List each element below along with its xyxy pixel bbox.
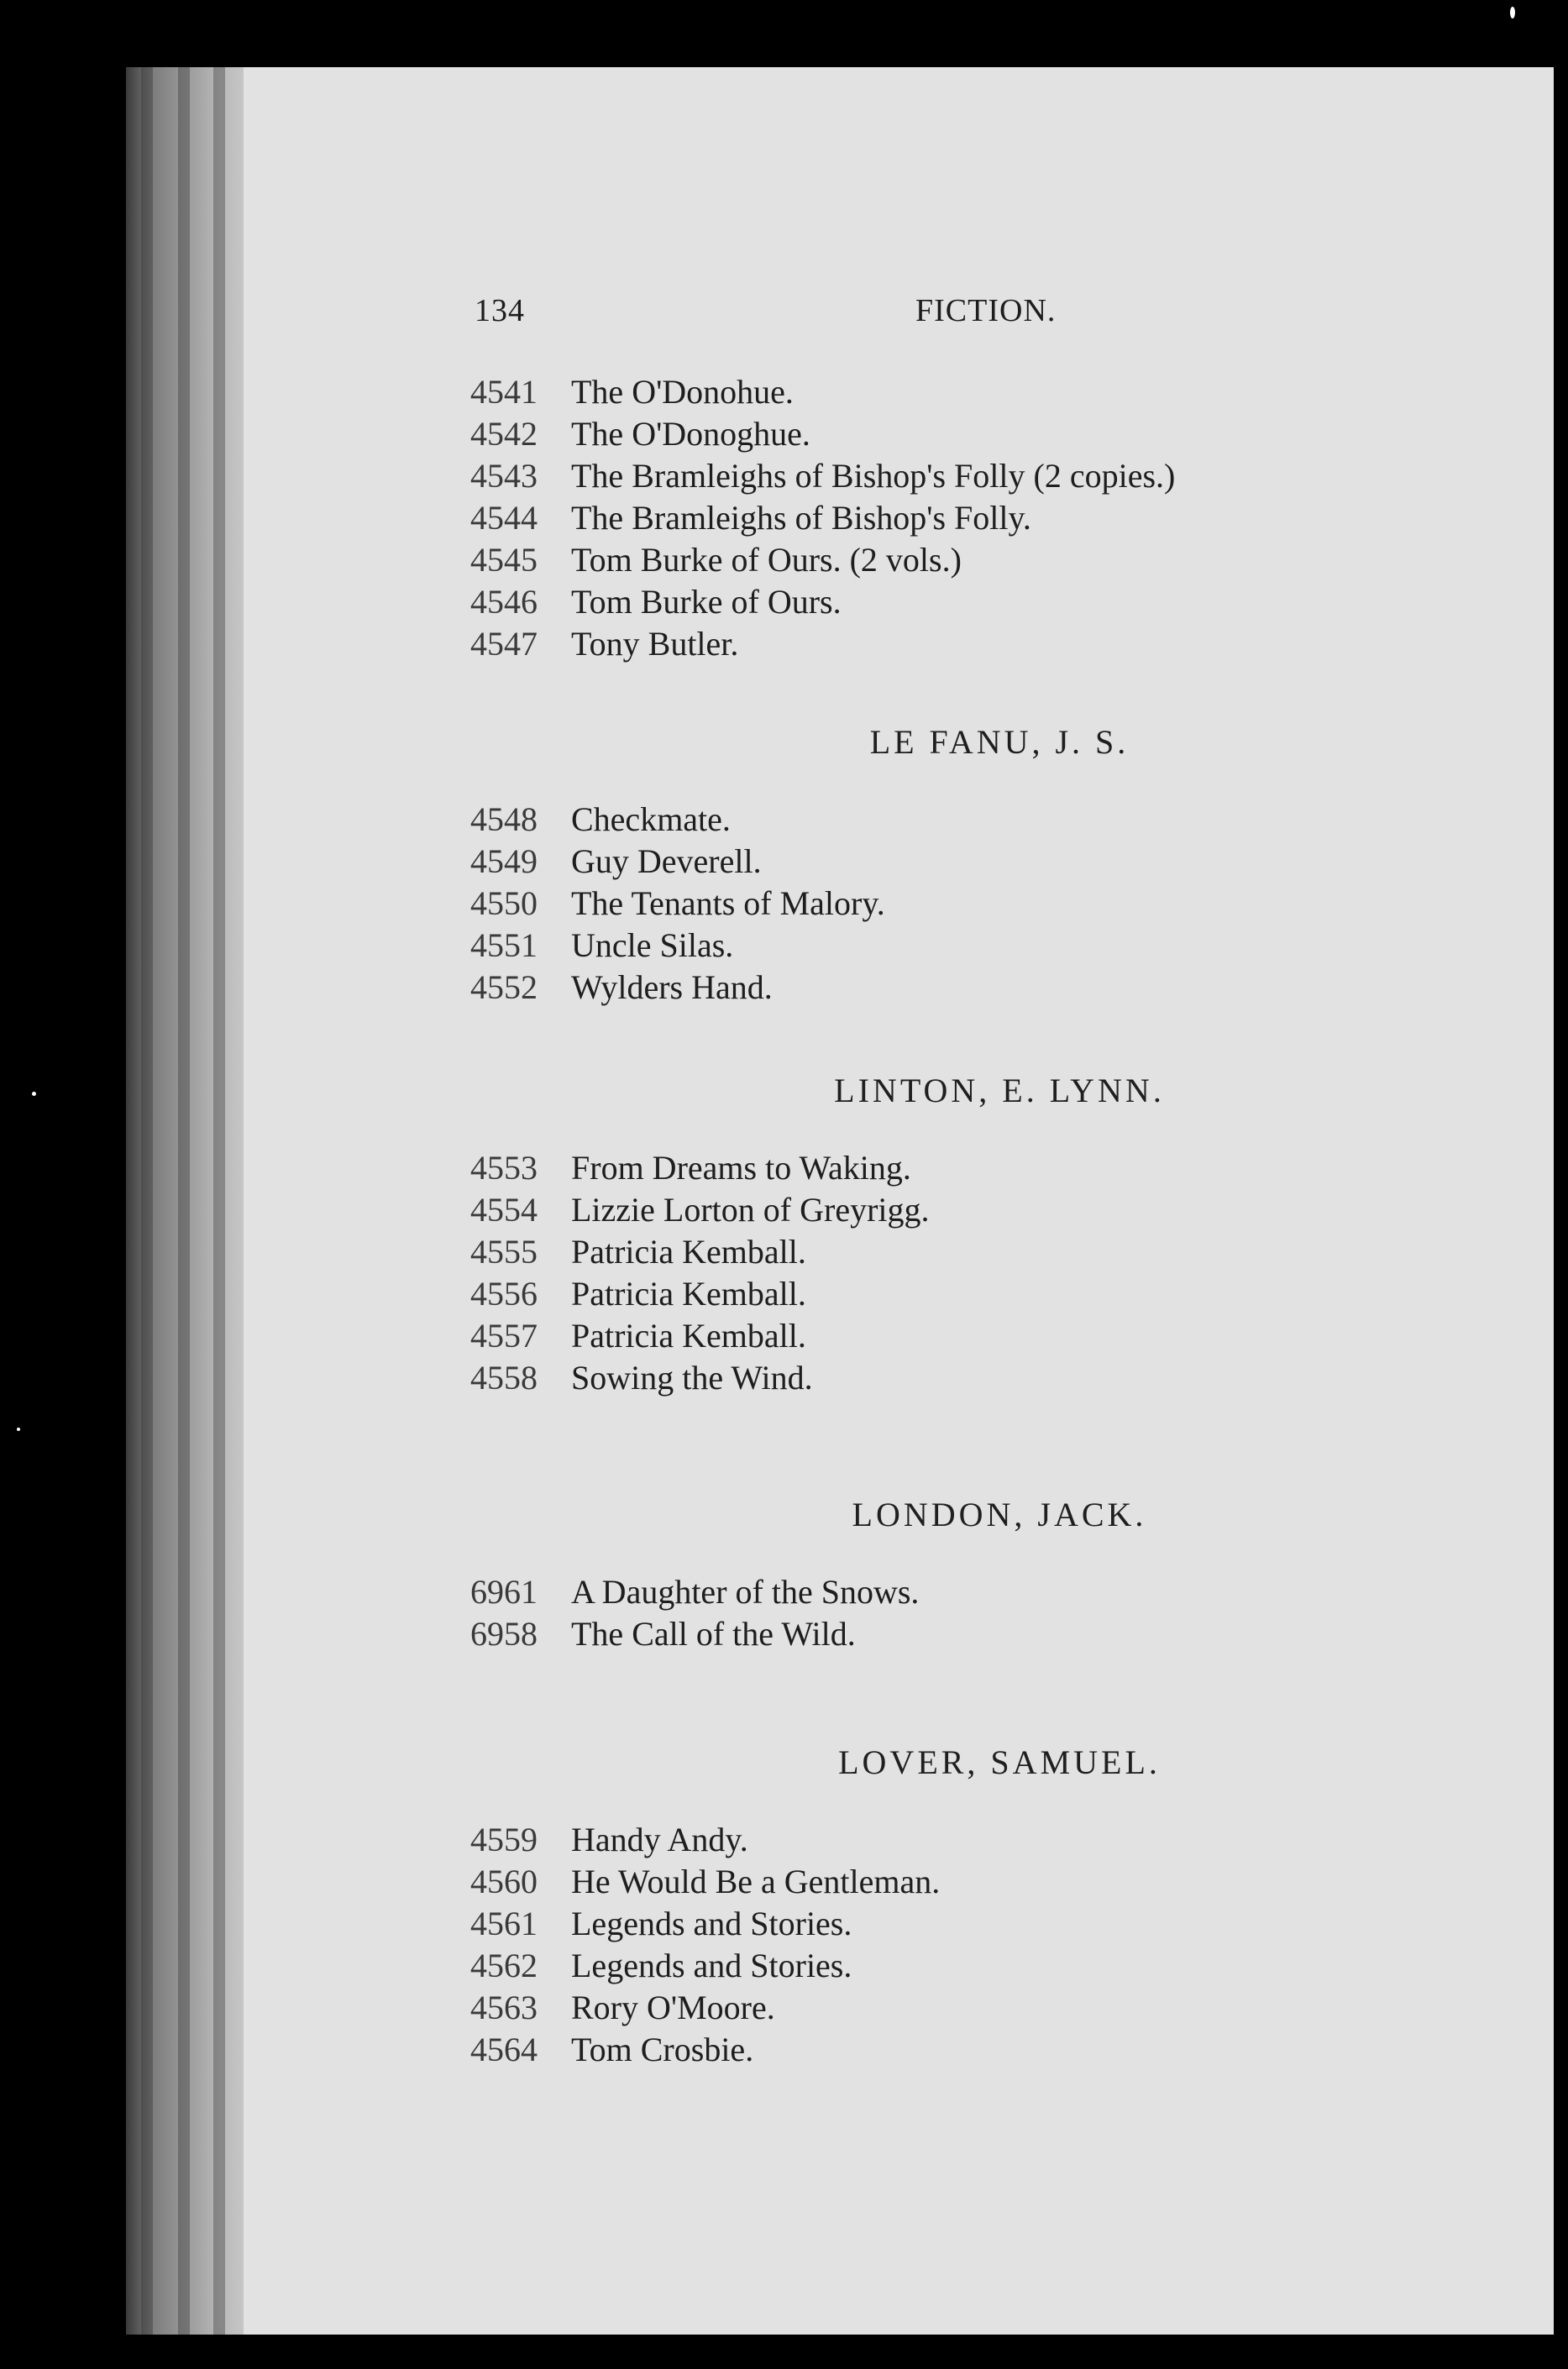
entry-number: 4554 xyxy=(470,1191,538,1229)
entry-title: Checkmate. xyxy=(571,800,731,838)
catalog-entry xyxy=(470,623,1478,665)
entry-title: Tom Burke of Ours. (2 vols.) xyxy=(571,541,962,579)
entry-number: 4548 xyxy=(470,800,538,838)
entry-number: 4560 xyxy=(470,1863,538,1900)
entry-list xyxy=(470,799,1478,1009)
entry-number: 4553 xyxy=(470,1149,538,1187)
entry-list xyxy=(470,1571,1478,1655)
entry-title: The O'Donoghue. xyxy=(571,415,810,453)
film-speck xyxy=(32,1092,36,1096)
entry-title: Uncle Silas. xyxy=(571,926,734,964)
catalog-entry xyxy=(470,1987,1478,2029)
author-heading: LONDON, JACK. xyxy=(852,1496,1147,1533)
catalog-entry xyxy=(470,455,1478,497)
entry-number: 4563 xyxy=(470,1989,538,2026)
entry-number: 4547 xyxy=(470,625,538,663)
page-edge xyxy=(126,67,260,2335)
entry-number: 4544 xyxy=(470,499,538,537)
catalog-entry xyxy=(470,1903,1478,1945)
catalog-entry xyxy=(470,581,1478,623)
section-lever-continued xyxy=(470,371,1478,665)
section-le-fanu xyxy=(470,722,1478,1009)
film-speck xyxy=(1510,7,1515,18)
catalog-entry xyxy=(470,883,1478,925)
entry-number: 4545 xyxy=(470,541,538,579)
catalog-entry xyxy=(470,1571,1478,1613)
catalog-entry xyxy=(470,1357,1478,1399)
entry-title: He Would Be a Gentleman. xyxy=(571,1863,941,1900)
entry-number: 4558 xyxy=(470,1359,538,1397)
author-heading: LOVER, SAMUEL. xyxy=(838,1743,1161,1781)
entry-list xyxy=(470,1819,1478,2071)
catalog-entry xyxy=(470,841,1478,883)
running-title: FICTION. xyxy=(915,293,1057,328)
catalog-entry xyxy=(470,967,1478,1009)
entry-title: Sowing the Wind. xyxy=(571,1359,813,1397)
entry-title: Patricia Kemball. xyxy=(571,1317,806,1355)
entry-title: The Call of the Wild. xyxy=(571,1615,856,1653)
entry-title: Patricia Kemball. xyxy=(571,1275,806,1313)
entry-number: 4550 xyxy=(470,884,538,922)
entry-number: 4564 xyxy=(470,2031,538,2068)
entry-number: 6958 xyxy=(470,1615,538,1653)
entry-number: 4557 xyxy=(470,1317,538,1355)
entry-number: 4541 xyxy=(470,373,538,411)
entry-number: 4559 xyxy=(470,1821,538,1858)
page-header xyxy=(244,292,1554,343)
catalog-entry xyxy=(470,2029,1478,2071)
entry-number: 4561 xyxy=(470,1905,538,1942)
catalog-entry xyxy=(470,799,1478,841)
book-page xyxy=(244,67,1554,2335)
entry-title: Legends and Stories. xyxy=(571,1947,852,1984)
entry-title: Handy Andy. xyxy=(571,1821,748,1858)
entry-number: 4542 xyxy=(470,415,538,453)
entry-title: Patricia Kemball. xyxy=(571,1233,806,1271)
page-edge-shadow xyxy=(141,67,153,2335)
catalog-entry xyxy=(470,1231,1478,1273)
entry-number: 4552 xyxy=(470,968,538,1006)
entry-title: From Dreams to Waking. xyxy=(571,1149,911,1187)
entry-list xyxy=(470,1147,1478,1399)
catalog-entry xyxy=(470,1819,1478,1861)
catalog-entry xyxy=(470,1189,1478,1231)
catalog-entry xyxy=(470,1945,1478,1987)
entry-title: Guy Deverell. xyxy=(571,842,762,880)
entry-number: 4562 xyxy=(470,1947,538,1984)
catalog-entry xyxy=(470,1613,1478,1655)
entry-title: The Tenants of Malory. xyxy=(571,884,885,922)
entry-number: 6961 xyxy=(470,1573,538,1611)
entry-number: 4546 xyxy=(470,583,538,621)
catalog-entry xyxy=(470,539,1478,581)
page-edge-shadow xyxy=(213,67,225,2335)
page-edge-shadow xyxy=(178,67,190,2335)
entry-title: A Daughter of the Snows. xyxy=(571,1573,920,1611)
catalog-entry xyxy=(470,1147,1478,1189)
entry-title: Tom Burke of Ours. xyxy=(571,583,842,621)
section-lover xyxy=(470,1743,1478,2071)
section-linton xyxy=(470,1071,1478,1399)
entry-number: 4549 xyxy=(470,842,538,880)
catalog-entry xyxy=(470,1861,1478,1903)
catalog-entry xyxy=(470,413,1478,455)
section-london xyxy=(470,1495,1478,1655)
film-speck xyxy=(17,1428,20,1431)
catalog-entry xyxy=(470,497,1478,539)
entry-title: The Bramleighs of Bishop's Folly (2 copies.) xyxy=(571,457,1176,495)
catalog-entry xyxy=(470,1315,1478,1357)
entry-list xyxy=(470,371,1478,665)
entry-number: 4555 xyxy=(470,1233,538,1271)
catalog-entry xyxy=(470,925,1478,967)
entry-number: 4551 xyxy=(470,926,538,964)
catalog-entry xyxy=(470,371,1478,413)
entry-title: Rory O'Moore. xyxy=(571,1989,775,2026)
catalog-entry xyxy=(470,1273,1478,1315)
entry-title: The Bramleighs of Bishop's Folly. xyxy=(571,499,1031,537)
entry-number: 4543 xyxy=(470,457,538,495)
entry-title: Tom Crosbie. xyxy=(571,2031,754,2068)
author-heading: LINTON, E. LYNN. xyxy=(834,1072,1165,1109)
page-number: 134 xyxy=(475,293,525,328)
entry-title: Lizzie Lorton of Greyrigg. xyxy=(571,1191,930,1229)
author-heading: LE FANU, J. S. xyxy=(869,723,1130,761)
entry-title: Wylders Hand. xyxy=(571,968,773,1006)
entry-title: The O'Donohue. xyxy=(571,373,794,411)
entry-number: 4556 xyxy=(470,1275,538,1313)
entry-title: Tony Butler. xyxy=(571,625,739,663)
entry-title: Legends and Stories. xyxy=(571,1905,852,1942)
